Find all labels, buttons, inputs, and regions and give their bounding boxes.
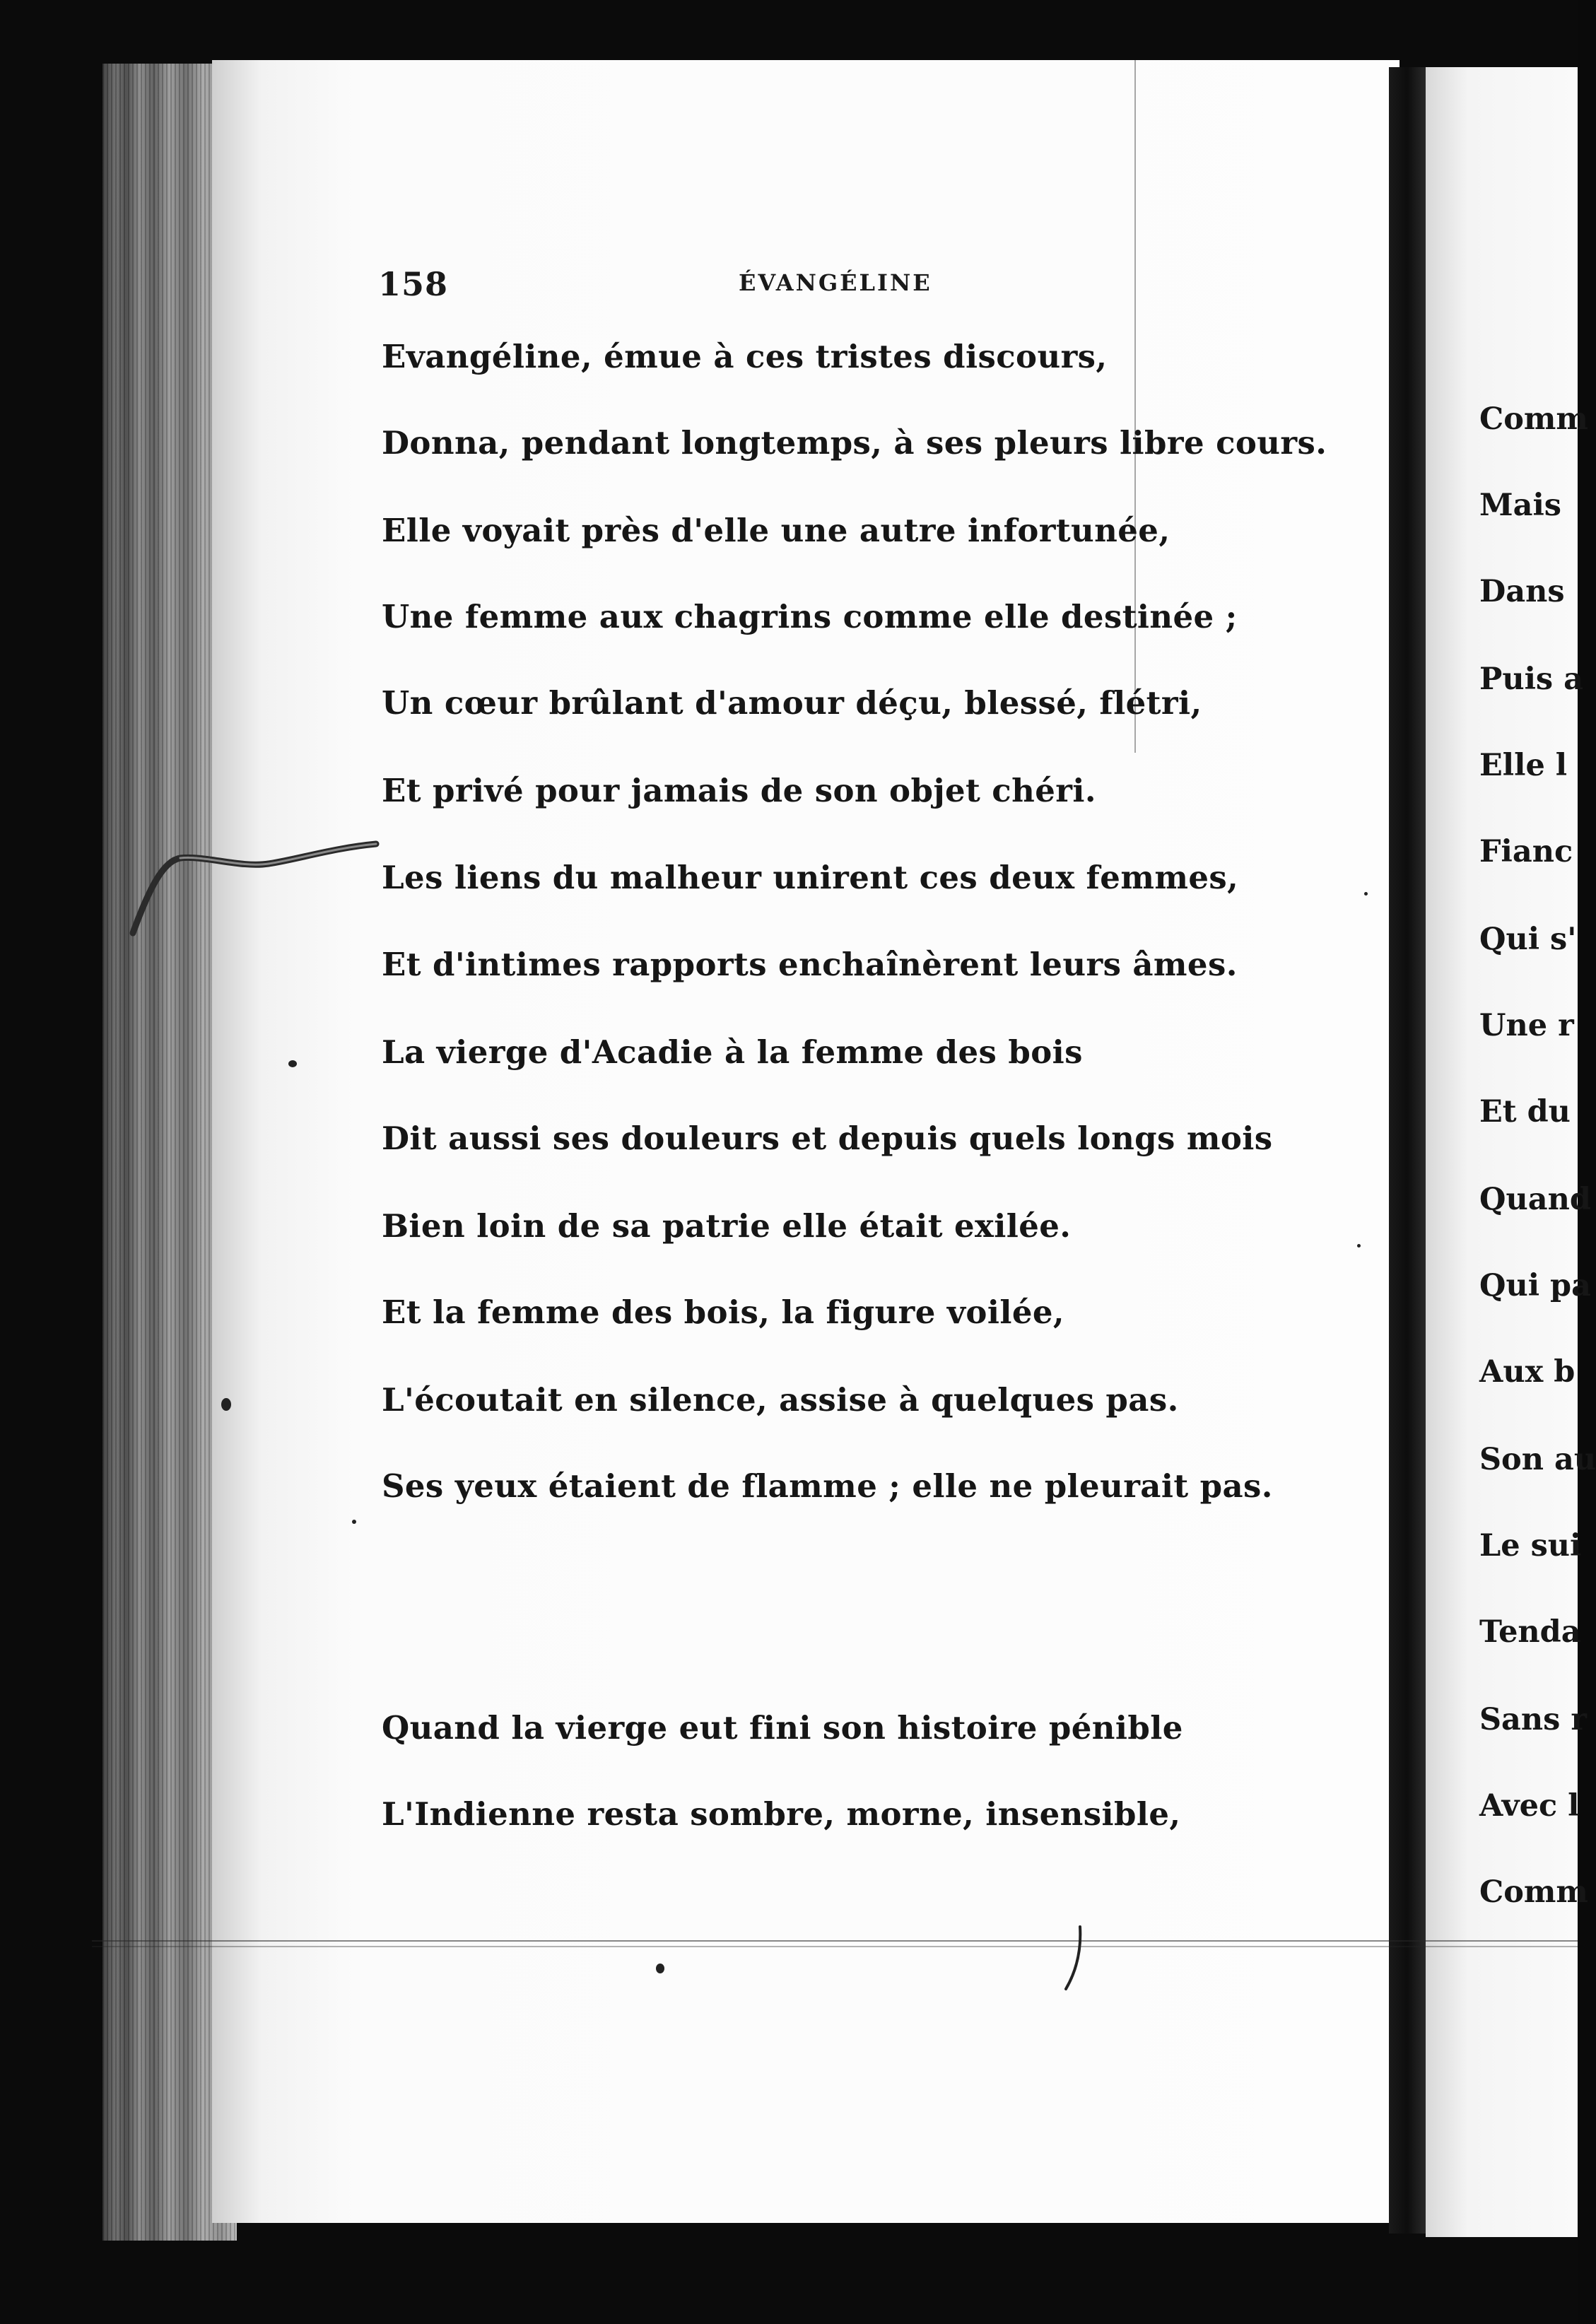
book-gutter [1389,67,1426,2234]
scan-artifact-vertical [1134,60,1136,753]
running-title: ÉVANGÉLINE [739,269,932,296]
margin-pencil-mark [120,827,382,947]
verse-line: L'Indienne resta sombre, morne, insensible, [382,1795,1181,1833]
right-page-line: Tenda [1479,1614,1581,1650]
verse-line: Elle voyait près d'elle une autre infortunée, [382,512,1170,549]
right-page-line: Quand [1479,1182,1591,1217]
scan-artifact-horizontal [92,1940,1578,1947]
ink-speck [656,1964,664,1973]
verse-line: L'écoutait en silence, assise à quelques pas. [382,1381,1179,1419]
verse-line: Et la femme des bois, la figure voilée, [382,1293,1064,1331]
page-number: 158 [378,265,449,303]
right-page-line: Avec l [1479,1788,1580,1824]
right-page-line: Une r [1479,1008,1574,1043]
verse-line: Bien loin de sa patrie elle était exilée. [382,1207,1072,1245]
running-head [378,265,1297,315]
ink-speck [1357,1244,1361,1248]
right-page-line: Aux b [1479,1354,1576,1390]
right-page-line: Qui pa [1479,1268,1591,1303]
verse-line: Donna, pendant longtemps, à ses pleurs libre cours. [382,424,1327,462]
ink-speck [1364,892,1368,896]
right-page [1426,67,1596,2237]
right-page-line: Et du [1479,1094,1571,1129]
verse-line: Evangéline, émue à ces tristes discours, [382,338,1108,375]
right-page-line: Comm [1479,401,1588,437]
verse-line: Ses yeux étaient de flamme ; elle ne pleurait pas. [382,1467,1273,1505]
right-page-line: Mais [1479,488,1562,523]
verse-line: Une femme aux chagrins comme elle destinée ; [382,598,1238,635]
right-page-line: Elle l [1479,748,1568,783]
ink-speck [352,1520,356,1524]
right-page-line: Comm [1479,1874,1588,1910]
right-page-line: Dans [1479,574,1565,609]
right-page-line: Sans r [1479,1702,1588,1737]
verse-line: Les liens du malheur unirent ces deux femmes, [382,859,1239,896]
right-page-line: Fianc [1479,834,1573,869]
verse-line: Et privé pour jamais de son objet chéri. [382,772,1096,809]
right-page-line: Puis a [1479,662,1583,697]
verse-line: La vierge d'Acadie à la femme des bois [382,1033,1083,1071]
ink-speck [288,1060,297,1067]
verse-line: Quand la vierge eut fini son histoire pénible [382,1709,1183,1747]
right-page-line: Son au [1479,1442,1596,1477]
right-page-line: Qui s' [1479,922,1577,957]
ink-stroke-mark [1060,1923,1089,1993]
verse-line: Un cœur brûlant d'amour déçu, blessé, flétri, [382,684,1202,722]
ink-speck [221,1398,231,1411]
verse-line: Dit aussi ses douleurs et depuis quels longs mois [382,1120,1273,1157]
right-page-line: Le sui [1479,1528,1582,1563]
verse-line: Et d'intimes rapports enchaînèrent leurs âmes. [382,946,1238,983]
